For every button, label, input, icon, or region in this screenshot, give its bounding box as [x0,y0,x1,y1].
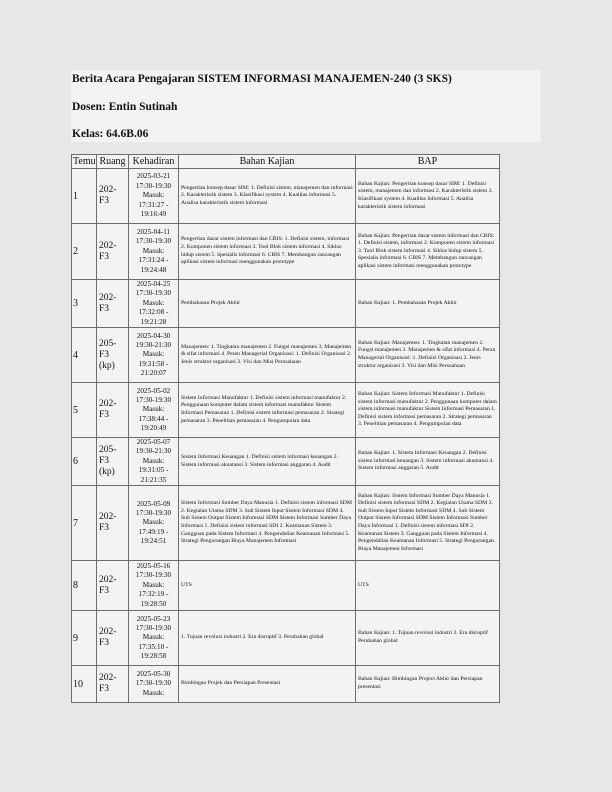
cell-bap [356,328,500,383]
attendance-time: 17:32:19 - 19:28:50 [138,590,169,608]
cell-meeting-number [72,328,97,383]
cell-room [97,280,129,328]
cell-meeting-number [72,611,97,666]
column-header-temu: Temu [73,156,96,167]
material-text: UTS [181,581,192,588]
session-time: 17:30-19:30 [135,289,172,298]
table-row [72,611,500,666]
cell-attendance [129,328,179,383]
attendance-time: 19:31:58 - 21:20:07 [138,359,169,378]
masuk-label: Masuk: [142,405,165,414]
session-date: 2025-05-23 [136,614,171,623]
cell-bap [356,666,500,703]
attendance-time: 17:32:08 - 19:21:28 [138,308,169,326]
cell-bap [356,280,500,328]
cell-bap [356,224,500,280]
session-date: 2025-04-30 [136,331,171,340]
session-date: 2025-05-07 [136,438,171,447]
session-time: 17:30-19:30 [135,508,172,517]
cell-material [179,561,356,611]
meeting-number: 4 [73,349,78,361]
meeting-number: 1 [73,190,78,202]
cell-meeting-number [72,438,97,486]
room-code: 202- F3 [99,240,117,262]
cell-room [97,486,129,561]
cell-meeting-number [72,169,97,224]
cell-meeting-number [72,224,97,280]
page-title: Berita Acara Pengajaran SISTEM INFORMASI MANAJEMEN-240 (3 SKS) [72,73,452,85]
session-date: 2025-04-11 [136,227,171,236]
bap-text: Bahan Kajian: Manajemen: 1. Tingkatan manajemen 2. Fungsi manajemen 3. Manajemen & sifat informasi 4. Peran Managerial Organisasi: 1. Definisi Organisasi 2. Jenis struktur organisasi 3. Visi dan Misi Perusahaan [358,339,496,369]
session-time: 17:30-19:30 [135,679,172,688]
table-body [72,169,500,703]
cell-attendance [129,486,179,561]
attendance-time: 17:31:27 - 19:16:49 [138,200,169,219]
room-code: 202- F3 [99,627,117,649]
table-header-row [72,155,500,169]
meeting-number: 9 [73,632,78,644]
attendance-time: 17:31:24 - 19:24:48 [138,256,169,274]
meeting-number: 3 [73,298,78,310]
cell-attendance [129,280,179,328]
session-time: 19:30-21:30 [135,447,172,456]
cell-bap [356,169,500,224]
table-row [72,438,500,486]
cell-material [179,280,356,328]
column-header-ruang: Ruang [97,155,129,169]
material-text: 1. Tujuan revolusi industri 2. Era disruptif 3. Perubahan global [181,634,324,641]
room-code: 202- F3 [99,673,117,695]
cell-room [97,666,129,703]
table-row [72,224,500,280]
table-row [72,383,500,438]
cell-room [97,561,129,611]
bap-text: Bahan Kajian: Sistem Informasi Manufaktur 1. Definisi sistem informasi manufaktur 2. Penggunaan komputer dalam sistem informasi manufaktur Sistem Informasi Pemasaran 1. Definisi sistem informasi pemasaran 2. Strategi pemasaran 3. Penelitian pemasaran 4. Pengumpulan data [358,391,497,428]
cell-room [97,169,129,224]
cell-material [179,169,356,224]
room-code: 202- F3 [99,574,117,596]
cell-meeting-number [72,486,97,561]
cell-meeting-number [72,280,97,328]
cell-room [97,328,129,383]
attendance-time: 19:31:05 - 21:21:35 [138,466,169,484]
bap-text: Bahan Kajian: Pengertian konsep dasar SIM: 1. Definisi sistem, manajemen dan informasi 2. Karakteristik sistem 3. Klasifikasi system 4. Kualitas informasi 5. Analisa karakteristik sistem informasi [358,180,493,210]
class-code: Kelas: 64.6B.06 [72,128,149,140]
column-header-bap: BAP [356,155,500,169]
cell-material [179,224,356,280]
masuk-label: Masuk: [142,518,165,527]
masuk-label: Masuk: [142,246,165,255]
material-text: Sistem Informasi Manufaktur 1. Definisi sistem informasi manufaktur 2. Penggunaan komputer dalam sistem informasi manufaktur Sistem Informasi Pemasaran 1. Definisi sistem informasi pemasaran 2. Strategi pemasaran 3. Penelitian pemasaran 4. Pengumpulan data [181,394,347,424]
material-text: Pengertian dasar sistem informasi dan CBIS: 1. Definisi sistem, informasi 2. Komponen sistem informasi 3. Tool Blok sistem informasi 4. Siklus hidup sistem 5. Spesialis informasi 6. CBIS 7. Membangun rancangan aplikasi sistem informasi menggunakan prototype [181,236,350,266]
cell-bap [356,561,500,611]
material-text: Sistem Informasi Sumber Daya Manusia 1. Definisi sistem informasi SDM 2. Kegiatan Utama SDM 3. Sub Sistem Input Sistem Informasi SDM 4. Sub Sistem Output Sistem Informasi SDM Sistem Informasi Sumber Daya Informasi 1. Definisi sistem informasi SDI 2. Keamanan Sistem 3. Gangguan pada Sistem Informasi 4. Pengendalian Keamanan Informasi 5. Strategi Pengurangan Biaya Manajemen Informasi [181,500,352,545]
room-code: 202- F3 [99,399,117,421]
cell-room [97,611,129,666]
cell-attendance [129,611,179,666]
meeting-number: 2 [73,246,78,257]
masuk-label: Masuk: [142,350,165,359]
cell-attendance [129,169,179,224]
attendance-time: 17:38:44 - 19:20:49 [138,414,169,433]
cell-material [179,383,356,438]
cell-material [179,486,356,561]
bap-text: UTS [358,581,369,588]
masuk-label: Masuk: [142,298,165,307]
bap-text: Bahan Kajian: 1. Pembahasan Projek Akhir [358,299,457,306]
material-text: Pembahasan Projek Akhir [181,299,241,306]
cell-attendance [129,438,179,486]
table-row [72,169,500,224]
column-header-bahan-kajian: Bahan Kajian [179,155,356,169]
bap-text: Bahan Kajian: Sistem Informasi Sumber Daya Manusia 1. Definisi sistem informasi SDM 2. Kegiatan Utama SDM 3. Sub Sistem Input Sistem Informasi SDM 4. Sub Sistem Output Sistem Informasi SDM Sistem Informasi Sumber Daya Informasi 1. Definisi sistem informasi SDI 2. Keamanan Sistem 3. Gangguan pada Sistem Informasi 4. Pengendalian Keamanan Informasi 5. Strategi Pengurangan Biaya Manajemen Informasi [358,492,494,552]
masuk-label: Masuk: [142,688,165,697]
meeting-number: 5 [73,404,78,416]
session-time: 17:30-19:30 [135,571,172,580]
bap-text: Bahan Kajian: Pengertian dasar sistem informasi dan CBIS: 1. Definisi sistem, informasi 2. Komponen sistem informasi 3. Tool Blok sistem informasi 4. Siklus hidup sistem 5. Spesialis informasi 6. CBIS 7. Membangun rancangan aplikasi sistem informasi menggunakan prototype [358,232,495,269]
session-date: 2025-03-21 [136,172,171,181]
session-time: 17:30-19:30 [135,395,172,404]
column-header-kehadiran: Kehadiran [129,155,179,169]
session-time: 19:30-21:30 [135,340,172,349]
session-date: 2025-05-16 [136,562,171,571]
session-date: 2025-05-02 [136,386,171,395]
meeting-number: 6 [73,456,78,468]
cell-bap [356,438,500,486]
cell-room [97,224,129,280]
material-text: Manajemen: 1. Tingkatan manajemen 2. Fungsi manajemen 3. Manajemen & sifat informasi 4. Peran Managerial Organisasi: 1. Definisi Organisasi 2. Jenis struktur organisasi 3. Visi dan Misi Perusahaan [181,343,352,365]
session-date: 2025-05-09 [136,499,171,508]
cell-attendance [129,666,179,703]
masuk-label: Masuk: [142,633,165,642]
masuk-label: Masuk: [142,191,165,200]
bap-text: Bahan Kajian: Bimbingan Project Akhir dan Persiapan presentasi [358,676,483,691]
masuk-label: Masuk: [142,456,165,465]
attendance-time: 17:35:10 - 19:28:58 [138,642,169,661]
material-text: Sistem Informasi Keuangan 1. Definisi sistem informasi keuangan 2. Sistem informasi akuntansi 3. Sistem informasi anggaran 4. Audit [181,453,339,468]
cell-meeting-number [72,383,97,438]
cell-bap [356,383,500,438]
bap-text: Bahan Kajian: 1. Tujuan revolusi industri 2. Era disruptif Perubahan global [358,630,488,645]
table-row [72,328,500,383]
cell-material [179,328,356,383]
cell-meeting-number [72,561,97,611]
bap-text: Bahan Kajian: 1. Sistem Informasi Keuangan 2. Definisi sistem informasi keuangan 3. Sistem informasi akuntansi 4. Sistem informasi anggaran 5. Audit [358,450,494,472]
table-row [72,486,500,561]
cell-material [179,666,356,703]
meeting-number: 10 [73,678,83,690]
meeting-number: 8 [73,580,78,592]
cell-material [179,438,356,486]
table-row [72,561,500,611]
cell-attendance [129,224,179,280]
room-code: 205- F3 (kp) [99,338,117,371]
cell-bap [356,611,500,666]
cell-meeting-number [72,666,97,703]
cell-room [97,438,129,486]
cell-attendance [129,561,179,611]
cell-room [97,383,129,438]
room-code: 205- F3 (kp) [99,445,117,478]
session-time: 17:30-19:30 [135,237,172,246]
session-time: 17:30-19:30 [135,623,172,632]
session-time: 17:30-19:30 [135,181,172,190]
teaching-record-table [71,154,500,703]
session-date: 2025-05-30 [136,669,171,678]
table-row [72,280,500,328]
room-code: 202- F3 [99,512,117,534]
material-text: Bimbingan Projek dan Persiapan Presentasi [181,680,281,687]
masuk-label: Masuk: [142,580,165,589]
material-text: Pengertian konsep dasar SIM: 1. Definisi sistem, manajemen dan informasi 2. Karakteristik sistem 3. Klasifikasi system 4. Kualitas informasi 5. Analisa karakteristik sistem informasi [181,184,353,206]
meeting-number: 7 [73,517,78,529]
attendance-time: 17:49:19 - 19:24:51 [138,527,169,546]
room-code: 202- F3 [99,185,117,206]
cell-material [179,611,356,666]
session-date: 2025-04-25 [136,280,171,288]
cell-attendance [129,383,179,438]
cell-bap [356,486,500,561]
lecturer-name: Dosen: Entin Sutinah [72,101,178,113]
table-row [72,666,500,703]
room-code: 202- F3 [99,292,117,314]
